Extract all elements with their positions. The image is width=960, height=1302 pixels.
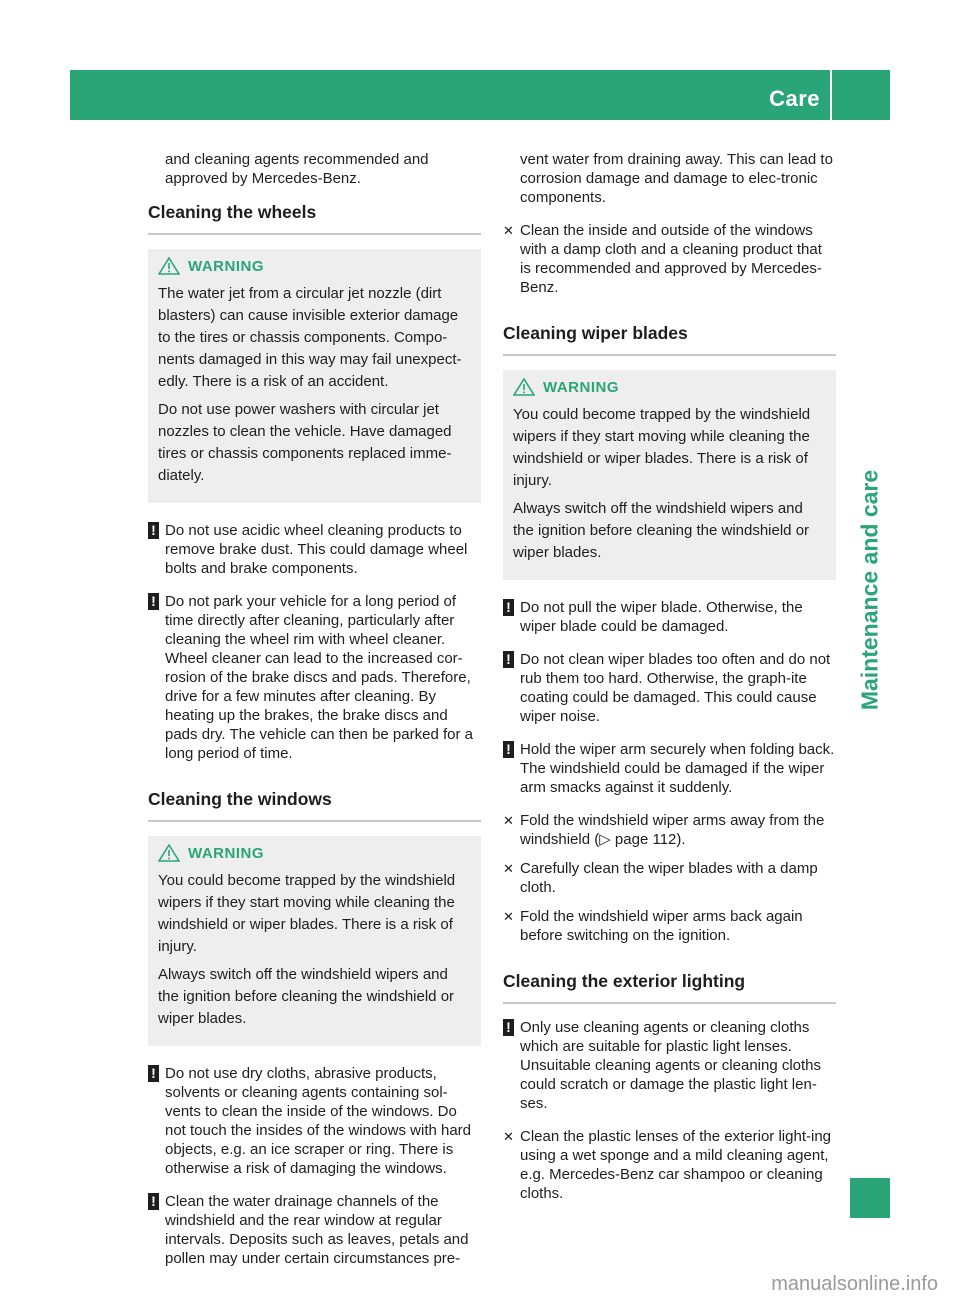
caution-note [503,598,836,636]
continued-text: vent water from draining away. This can lead to corrosion damage and damage to elec-tronic components. [520,151,833,206]
watermark: manualsonline.info [771,1273,938,1295]
note-text: Hold the wiper arm securely when folding back. The windshield could be damaged if the wiper arm smacks against it suddenly. [520,741,835,796]
note-text: Do not pull the wiper blade. Otherwise, the wiper blade could be damaged. [520,599,803,635]
step-arrow-icon: ✕ [503,861,514,876]
instruction-step [503,907,836,945]
heading-cleaning-wheels: Cleaning the wheels [148,202,481,235]
warning-title: WARNING [543,378,619,396]
step-text: Fold the windshield wiper arms away from the windshield ( [520,812,825,848]
exclamation-icon: ! [148,522,159,539]
step-arrow-icon: ✕ [503,909,514,924]
exclamation-icon: ! [503,741,514,758]
note-text: Do not use dry cloths, abrasive products, solvents or cleaning agents containing sol-vents to clean the inside of the windows. Do not touch the insides of the windows with hard objects, e.g. an ice scraper or ring. There is otherwise a risk of damaging the windows. [165,1065,472,1177]
warning-text: Always switch off the windshield wipers and the ignition before cleaning the windshield or wiper blades. [158,966,455,1027]
intro-text: and cleaning agents recommended and approved by Mercedes-Benz. [165,151,429,187]
caution-note [148,1192,481,1268]
caution-note [148,592,481,763]
step-arrow-icon: ✕ [503,813,514,828]
instruction-step [503,811,836,849]
warning-text: Always switch off the windshield wipers and the ignition before cleaning the windshield or wiper blades. [513,500,810,561]
section-title: Care [769,86,820,111]
left-column [148,150,481,1282]
instruction-step [503,1127,836,1203]
caution-note [503,1018,836,1113]
exclamation-icon: ! [148,1065,159,1082]
exclamation-icon: ! [503,599,514,616]
heading-cleaning-exterior-lighting: Cleaning the exterior lighting [503,971,836,1004]
exclamation-icon: ! [503,651,514,668]
warning-text: The water jet from a circular jet nozzle (dirt blasters) can cause invisible exterior damage to the tires or chassis components. Compo-nents damaged in this way may fail unexpect-edly. There is a risk of an accident. [158,285,462,390]
warning-box [148,249,481,503]
note-text: Do not clean wiper blades too often and do not rub them too hard. Otherwise, the graph-ite coating could be damaged. This could cause wiper noise. [520,651,831,725]
instruction-step [503,221,836,297]
warning-triangle-icon [158,257,180,275]
caution-note [148,521,481,578]
note-text: Only use cleaning agents or cleaning cloths which are suitable for plastic light lenses. Unsuitable cleaning agents or cleaning cloths could scratch or damage the plastic light len-ses. [520,1019,822,1112]
page-number: 291 [908,87,945,109]
step-text: Carefully clean the wiper blades with a damp cloth. [520,860,818,896]
heading-cleaning-windows: Cleaning the windows [148,789,481,822]
chapter-marker [850,1178,890,1218]
step-arrow-icon: ✕ [503,1129,514,1144]
step-text: Clean the plastic lenses of the exterior light-ing using a wet sponge and a mild cleaning agent, e.g. Mercedes-Benz car shampoo or cleaning cloths. [520,1128,832,1202]
step-arrow-icon: ✕ [503,223,514,238]
warning-box [503,370,836,580]
note-text: Do not park your vehicle for a long period of time directly after cleaning, particularly after cleaning the wheel rim with wheel cleaner. Wheel cleaner can lead to the increased cor-rosion of the brake discs and pads. Therefore, drive for a few minutes after cleaning. By heating up the brakes, the brake discs and pads dry. The vehicle can then be parked for a long period of time. [165,593,473,762]
header-divider [899,70,901,120]
warning-text: You could become trapped by the windshield wipers if they start moving while cleaning the windshield or wiper blades. There is a risk of injury. [513,406,811,489]
exclamation-icon: ! [148,593,159,610]
header-divider [830,70,832,120]
right-column [503,150,836,1213]
step-text: Fold the windshield wiper arms back again before switching on the ignition. [520,908,803,944]
warning-text: Do not use power washers with circular jet nozzles to clean the vehicle. Have damaged tires or chassis components replaced imme-diately. [158,401,452,484]
warning-box [148,836,481,1046]
instruction-step [503,859,836,897]
note-text: Do not use acidic wheel cleaning products to remove brake dust. This could damage wheel bolts and brake components. [165,522,468,577]
chapter-label: Maintenance and care [856,469,883,711]
exclamation-icon: ! [503,1019,514,1036]
page-ref-arrow-icon: ▷ [599,831,615,848]
caution-note [148,1064,481,1178]
warning-title: WARNING [188,257,264,275]
page-reference-link[interactable]: page 112 [614,831,677,848]
chapter-side-tab [850,469,890,711]
caution-note [503,740,836,797]
heading-cleaning-wiper-blades: Cleaning wiper blades [503,323,836,356]
warning-triangle-icon [513,378,535,396]
caution-note [503,650,836,726]
note-text: Clean the water drainage channels of the windshield and the rear window at regular intervals. Deposits such as leaves, petals and pollen may under certain circumstances pre- [165,1193,469,1267]
warning-triangle-icon [158,844,180,862]
warning-text: You could become trapped by the windshield wipers if they start moving while cleaning the windshield or wiper blades. There is a risk of injury. [158,872,456,955]
exclamation-icon: ! [148,1193,159,1210]
warning-title: WARNING [188,844,264,862]
step-text: Clean the inside and outside of the windows with a damp cloth and a cleaning product that is recommended and approved by Mercedes-Benz. [520,222,822,296]
page-header [70,70,945,120]
step-text-end: ). [676,831,686,848]
